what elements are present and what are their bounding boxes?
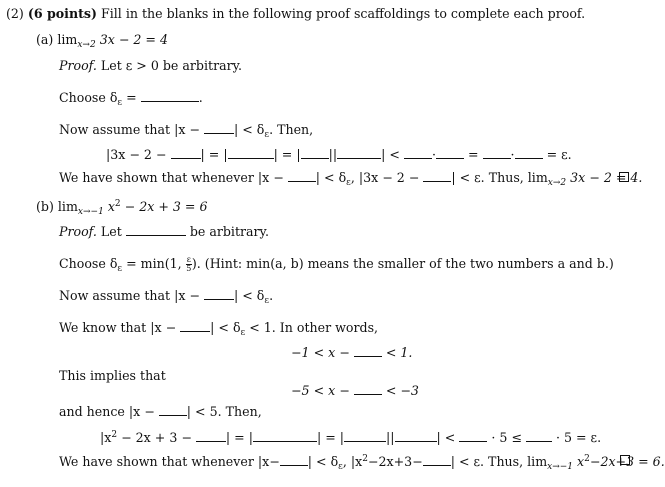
conclude-mid2: , |3x − 2 − (350, 170, 420, 185)
conclude-end: 3x − 2 = 4. (570, 170, 643, 185)
lim-sub: x→−1 (77, 207, 104, 217)
assume-sub: ε (264, 296, 270, 306)
part-b-conclusion (59, 452, 665, 475)
conclude-lim-sub: x→−1 (547, 462, 574, 472)
lim-text: lim (57, 32, 78, 47)
blank-a-chain-2[interactable] (228, 147, 274, 159)
blank-b-hence[interactable] (159, 404, 187, 416)
chain-start-rest: − 2x + 3 − (121, 430, 192, 445)
assume-mid: | < δ (234, 288, 265, 303)
chain-dot: · (510, 147, 515, 162)
assume-pre: Now assume that |x − (59, 122, 200, 137)
chain-b3: || (328, 147, 338, 162)
part-b-hence (59, 404, 262, 419)
assume-pre: Now assume that |x − (59, 288, 200, 303)
blank-b-ineq-1[interactable] (354, 345, 382, 357)
exp: 2 (362, 454, 368, 464)
assume-post: . Then, (269, 122, 314, 137)
part-a-assume (59, 122, 313, 143)
conclude-pre: We have shown that whenever |x− (59, 454, 280, 469)
chain-b4: | < (381, 147, 400, 162)
part-b-proof-intro (59, 224, 269, 239)
part-b-know (59, 320, 378, 341)
chain-b1: | = | (225, 430, 253, 445)
part-b-statement (36, 197, 208, 220)
blank-b-ineq-2[interactable] (354, 383, 382, 395)
implies-text: This implies that (59, 368, 166, 383)
chain-eq: = (467, 147, 479, 162)
blank-a-conclude-1[interactable] (288, 170, 316, 182)
chain-b3: || (386, 430, 395, 445)
blank-a-assume[interactable] (204, 122, 234, 134)
part-a-label: (a) (36, 32, 54, 47)
choose-text: Choose δ (59, 256, 118, 271)
choose-sub: ε (117, 98, 123, 108)
choose-sub: ε (117, 264, 123, 274)
ineq2-post: < −3 (385, 383, 419, 398)
conclude-sub: ε (346, 178, 351, 188)
blank-b-chain-6[interactable] (526, 430, 552, 442)
blank-b-chain-2[interactable] (253, 430, 317, 442)
chain-end: · 5 = ε. (555, 430, 602, 445)
know-end: < 1. In other words, (249, 320, 379, 335)
chain-end: = ε. (546, 147, 572, 162)
blank-a-chain-8[interactable] (515, 147, 543, 159)
part-b-implies (59, 368, 166, 383)
blank-a-chain-3[interactable] (301, 147, 329, 159)
blank-b-conclude-1[interactable] (280, 454, 308, 466)
part-b-ineq-1 (291, 345, 412, 360)
part-b-label: (b) (36, 199, 54, 214)
proof-label: Proof. (59, 58, 97, 73)
conclude-end: −2x+3 = 6. (589, 454, 665, 469)
problem-instruction: Fill in the blanks in the following proof scaffoldings to complete each proof. (101, 6, 586, 21)
choose-eq: = (126, 90, 137, 105)
assume-sub: ε (264, 130, 270, 140)
hence-post: | < 5. Then, (186, 404, 262, 419)
blank-b-chain-3[interactable] (344, 430, 386, 442)
conclude-mid4: | < ε. Thus, lim (450, 454, 548, 469)
conclude-mid2: , |x (342, 454, 363, 469)
conclude-mid: | < δ (315, 170, 347, 185)
choose-hint: ). (Hint: min(a, b) means the smaller of the two numbers a and b.) (191, 256, 614, 271)
know-mid: | < δ (210, 320, 241, 335)
chain-dot5: · 5 ≤ (491, 430, 522, 445)
proof-label: Proof. (59, 224, 97, 239)
chain-b2: | = | (273, 147, 301, 162)
blank-a-chain-7[interactable] (483, 147, 511, 159)
blank-a-chain-5[interactable] (404, 147, 432, 159)
exp: 2 (111, 430, 118, 440)
conclude-lim-sub: x→2 (547, 178, 567, 188)
blank-b-chain-5[interactable] (459, 430, 487, 442)
part-a-choose (59, 90, 203, 111)
chain-dot: · (431, 147, 436, 162)
proof-intro-text: Let ε > 0 be arbitrary. (100, 58, 243, 73)
proof-let-end: be arbitrary. (189, 224, 270, 239)
part-b-expression: − 2x + 3 = 6 (124, 199, 208, 214)
conclude-sub: ε (338, 462, 343, 472)
ineq1-pre: −1 < x − (291, 345, 350, 360)
blank-b-assume[interactable] (204, 288, 234, 300)
blank-b-let[interactable] (126, 224, 186, 236)
proof-let: Let (100, 224, 122, 239)
conclude-pre: We have shown that whenever |x − (59, 170, 284, 185)
problem-number: (2) (6, 6, 24, 21)
ineq1-post: < 1. (385, 345, 413, 360)
exp: 2 (114, 199, 121, 209)
part-a-statement (36, 32, 168, 53)
qed-box-icon (619, 172, 629, 182)
lim-text: lim (57, 199, 78, 214)
var-x: x (577, 454, 585, 469)
blank-a-chain-1[interactable] (171, 147, 201, 159)
blank-a-chain-4[interactable] (337, 147, 381, 159)
problem-header (6, 6, 585, 21)
part-a-conclusion (59, 170, 642, 191)
part-b-ineq-2 (291, 383, 419, 398)
choose-end: . (198, 90, 203, 105)
blank-a-delta[interactable] (141, 90, 199, 102)
part-a-expression: 3x − 2 = 4 (99, 32, 168, 47)
conclude-mid3: | < ε. Thus, lim (451, 170, 548, 185)
qed-box-icon (620, 455, 630, 465)
know-pre: We know that |x − (59, 320, 177, 335)
blank-b-conclude-2[interactable] (423, 454, 451, 466)
frac-den: 5 (186, 264, 192, 273)
blank-a-conclude-2[interactable] (423, 170, 451, 182)
part-b-assume (59, 288, 273, 309)
blank-b-chain-4[interactable] (395, 430, 437, 442)
chain-start: |x (100, 430, 112, 445)
blank-b-know[interactable] (180, 320, 210, 332)
blank-a-chain-6[interactable] (436, 147, 464, 159)
part-b-choose (59, 256, 614, 277)
hence-pre: and hence |x − (59, 404, 155, 419)
chain-b4: | < (436, 430, 456, 445)
exp: 2 (584, 454, 590, 464)
part-b-chain (100, 428, 601, 445)
ineq2-pre: −5 < x − (291, 383, 350, 398)
part-a-chain (106, 147, 572, 162)
conclude-mid: | < δ (307, 454, 339, 469)
part-a-proof-intro (59, 58, 242, 73)
chain-b2: | = | (316, 430, 345, 445)
problem-points: (6 points) (27, 6, 97, 21)
choose-eq: = min(1, (126, 256, 182, 271)
assume-end: . (269, 288, 274, 303)
conclude-mid3: −2x+3− (367, 454, 423, 469)
choose-text: Choose δ (59, 90, 118, 105)
chain-start: |3x − 2 − (106, 147, 167, 162)
lim-sub: x→2 (77, 40, 96, 50)
var-x: x (107, 199, 115, 214)
know-sub: ε (240, 328, 246, 338)
chain-b1: | = | (200, 147, 228, 162)
blank-b-chain-1[interactable] (196, 430, 226, 442)
frac-num: ε (186, 255, 191, 264)
assume-mid: | < δ (234, 122, 265, 137)
